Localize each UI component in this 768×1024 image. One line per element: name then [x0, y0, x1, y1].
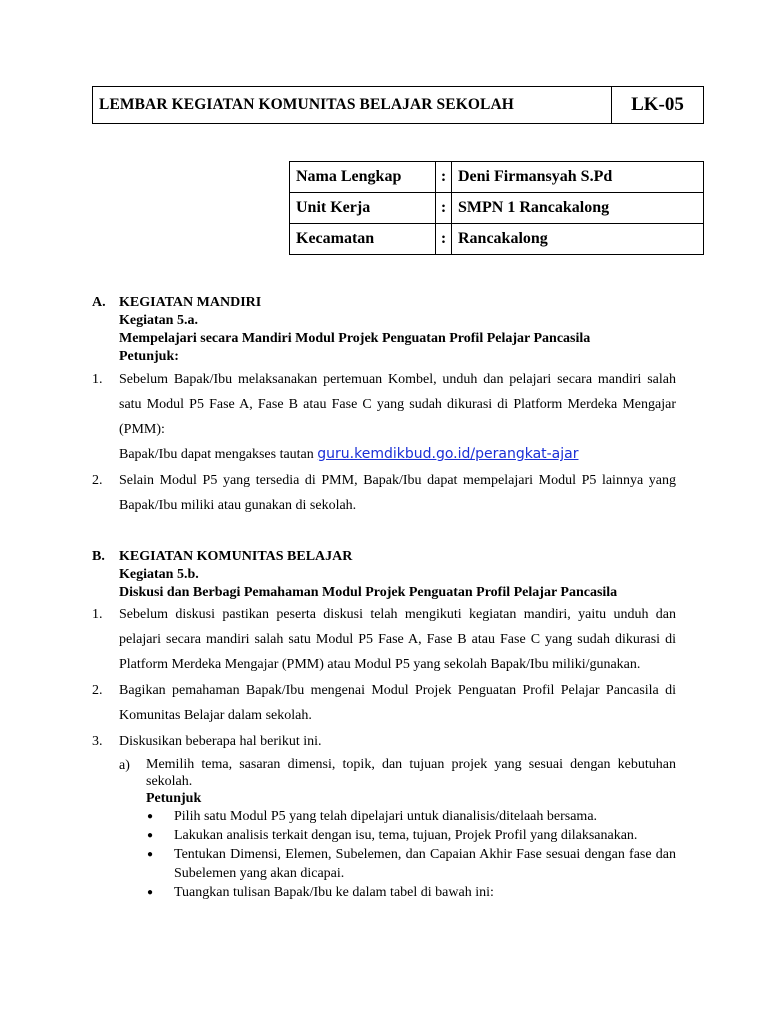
identity-table	[289, 161, 704, 255]
activity-subtitle: Mempelajari secara Mandiri Modul Projek Penguatan Profil Pelajar Pancasila	[119, 331, 591, 346]
item-number: 1.	[92, 372, 103, 387]
section-letter: A.	[92, 295, 106, 310]
bullet-icon: ●	[147, 887, 154, 898]
document-body	[92, 294, 676, 902]
item-number: 1.	[92, 607, 103, 622]
identity-colon: :	[436, 224, 452, 255]
list-item	[92, 678, 676, 728]
item-text: Sebelum diskusi pastikan peserta diskusi telah mengikuti kegiatan mandiri, yaitu unduh dan pelajari secara mandiri salah satu Modul P5 Fase A, Fase B atau Fase C yang sudah dikurasi di Platform Merdeka Mengajar (PMM) atau Modul P5 yang sekolah Bapak/Ibu miliki/gunakan.	[119, 607, 676, 672]
identity-row	[290, 162, 704, 193]
identity-label: Kecamatan	[290, 224, 436, 255]
bullet-text: Tentukan Dimensi, Elemen, Subelemen, dan Capaian Akhir Fase sesuai dengan fase dan Subelemen yang akan dicapai.	[174, 847, 676, 881]
item-number: 2.	[92, 683, 103, 698]
identity-label: Unit Kerja	[290, 193, 436, 224]
instruction-label: Petunjuk:	[119, 349, 179, 364]
bullet-item	[92, 807, 676, 826]
section-title: KEGIATAN KOMUNITAS BELAJAR	[119, 549, 353, 564]
perangkat-ajar-link[interactable]: guru.kemdikbud.go.id/perangkat-ajar	[317, 446, 579, 462]
item-number: 2.	[92, 473, 103, 488]
bullet-text: Pilih satu Modul P5 yang telah dipelajari untuk dianalisis/ditelaah bersama.	[174, 809, 598, 824]
sub-item-letter: a)	[119, 758, 130, 773]
section-a-heading	[92, 294, 676, 312]
activity-subtitle: Diskusi dan Berbagi Pemahaman Modul Projek Penguatan Profil Pelajar Pancasila	[119, 585, 618, 600]
list-item	[92, 367, 676, 467]
bullet-text: Tuangkan tulisan Bapak/Ibu ke dalam tabel di bawah ini:	[174, 885, 494, 900]
identity-colon: :	[436, 193, 452, 224]
activity-label: Kegiatan 5.b.	[119, 567, 199, 582]
identity-row	[290, 224, 704, 255]
identity-value: Rancakalong	[452, 224, 704, 255]
list-item	[92, 729, 676, 754]
list-item	[92, 468, 676, 518]
sub-list-item	[92, 756, 676, 807]
identity-row	[290, 193, 704, 224]
bullet-icon: ●	[147, 849, 154, 860]
section-b-heading	[92, 548, 676, 566]
identity-label: Nama Lengkap	[290, 162, 436, 193]
item-text: Selain Modul P5 yang tersedia di PMM, Bapak/Ibu dapat mempelajari Modul P5 lainnya yang Bapak/Ibu miliki atau gunakan di sekolah.	[119, 473, 676, 513]
item-text: Diskusikan beberapa hal berikut ini.	[119, 734, 322, 749]
activity-label: Kegiatan 5.a.	[119, 313, 198, 328]
item-text: Sebelum Bapak/Ibu melaksanakan pertemuan Kombel, unduh dan pelajari secara mandiri salah satu Modul P5 Fase A, Fase B atau Fase C yang sudah dikurasi di Platform Merdeka Mengajar (PMM):	[119, 372, 676, 437]
bullet-text: Lakukan analisis terkait dengan isu, tema, tujuan, Projek Profil yang dilaksanakan.	[174, 828, 638, 843]
section-title: KEGIATAN MANDIRI	[119, 295, 262, 310]
bullet-icon: ●	[147, 811, 154, 822]
link-line	[119, 442, 676, 467]
identity-value: Deni Firmansyah S.Pd	[452, 162, 704, 193]
header-code: LK-05	[631, 94, 684, 115]
bullet-item	[92, 883, 676, 902]
item-text: Bagikan pemahaman Bapak/Ibu mengenai Modul Projek Penguatan Profil Pelajar Pancasila di Komunitas Belajar dalam sekolah.	[119, 683, 676, 723]
item-number: 3.	[92, 734, 103, 749]
identity-colon: :	[436, 162, 452, 193]
header-box	[92, 86, 704, 124]
list-item	[92, 602, 676, 677]
section-letter: B.	[92, 549, 105, 564]
link-prefix: Bapak/Ibu dapat mengakses tautan	[119, 447, 314, 462]
bullet-icon: ●	[147, 830, 154, 841]
bullet-item	[92, 845, 676, 883]
instruction-label: Petunjuk	[146, 791, 202, 806]
sub-item-text: Memilih tema, sasaran dimensi, topik, dan tujuan projek yang sesuai dengan kebutuhan sekolah.	[146, 757, 676, 789]
header-title: LEMBAR KEGIATAN KOMUNITAS BELAJAR SEKOLAH	[93, 87, 612, 123]
identity-value: SMPN 1 Rancakalong	[452, 193, 704, 224]
bullet-item	[92, 826, 676, 845]
